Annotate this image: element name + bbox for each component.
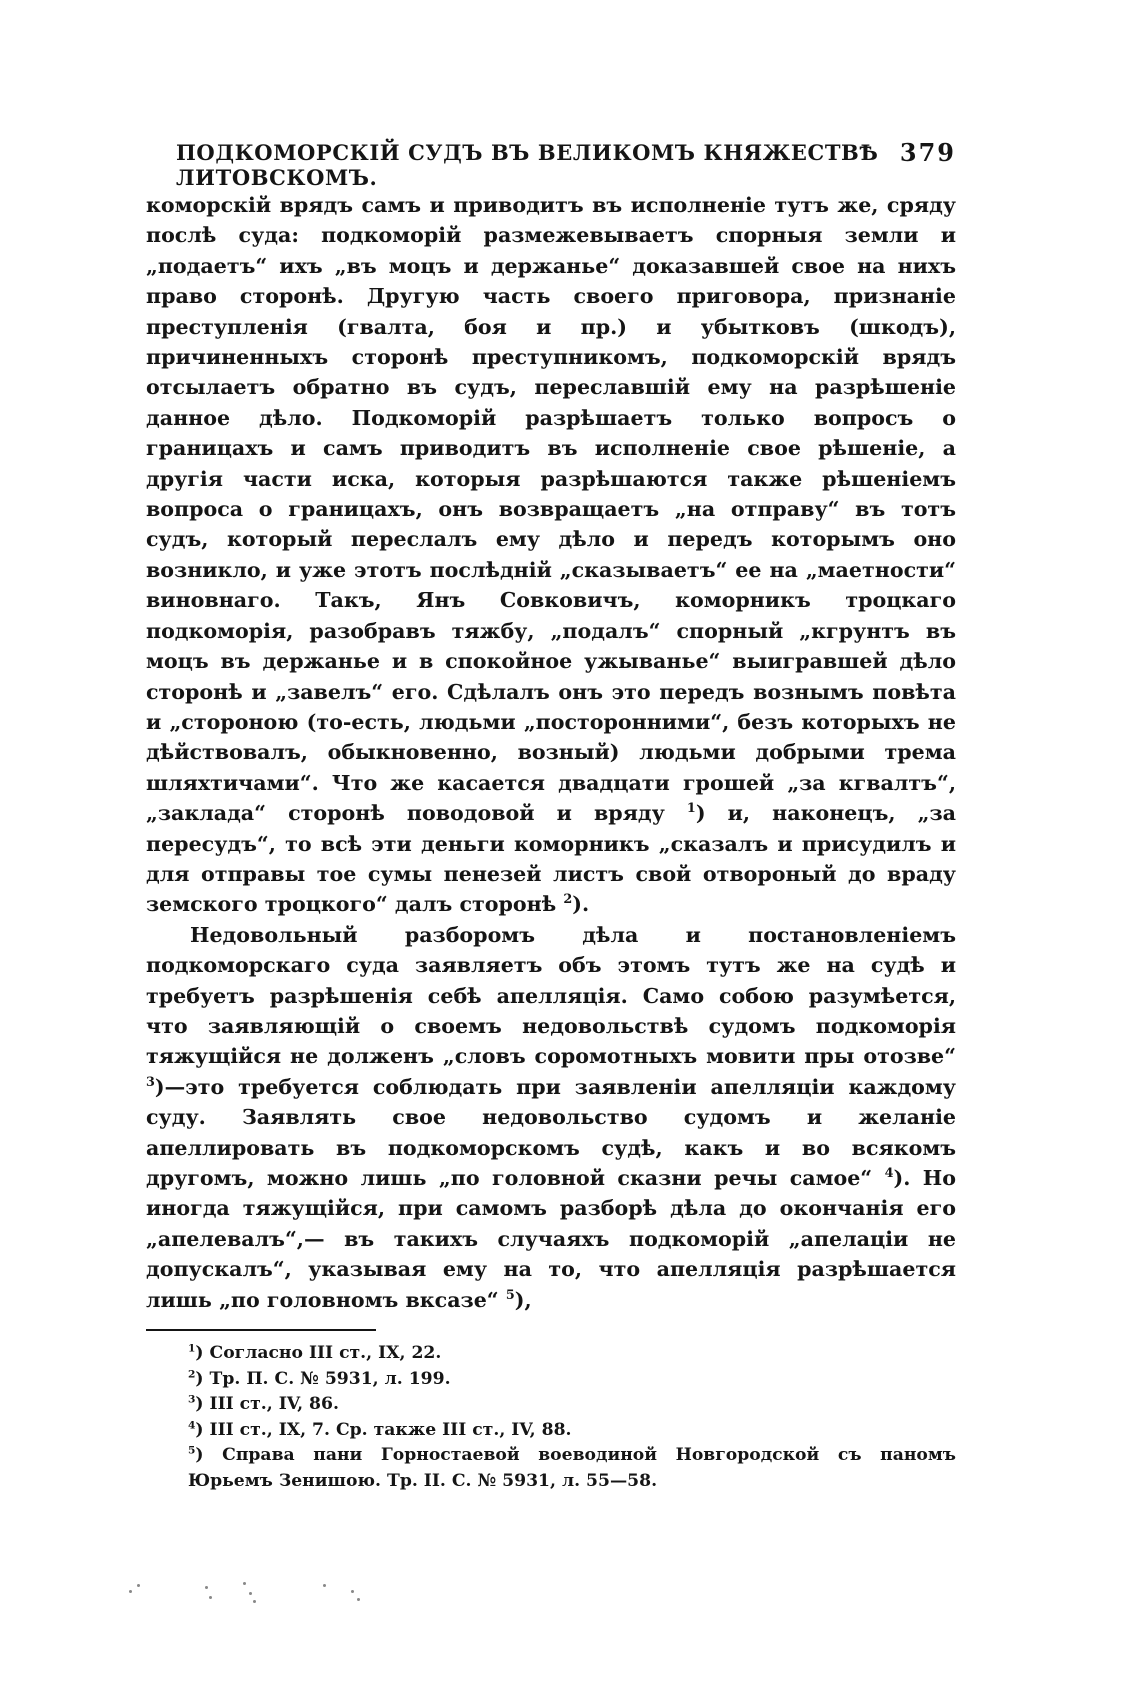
speck xyxy=(137,1584,140,1587)
footnote-2-mark: 2 xyxy=(188,1366,196,1380)
footnote-4-text: ) III ст., IX, 7. Ср. также III ст., IV, 88. xyxy=(195,1419,572,1440)
speck xyxy=(249,1592,252,1595)
main-text xyxy=(146,190,956,1315)
paragraph-1-part-c: ). xyxy=(572,892,590,917)
paragraph-2-part-d: ), xyxy=(514,1287,532,1312)
footnote-ref-2[interactable]: 2 xyxy=(563,892,573,908)
footnote-ref-4[interactable]: 4 xyxy=(884,1166,894,1182)
header-title: ПОДКОМОРСКІЙ СУДЪ ВЪ ВЕЛИКОМЪ КНЯЖЕСТВѢ ЛИТОВСКОМЪ. xyxy=(176,140,879,190)
footnote-3-text: ) III ст., IV, 86. xyxy=(195,1394,339,1415)
speck xyxy=(253,1600,256,1603)
page-number: 379 xyxy=(899,138,956,167)
footnote-separator xyxy=(146,1329,376,1331)
speck xyxy=(129,1590,132,1593)
footnotes xyxy=(146,1341,956,1495)
speck xyxy=(351,1590,354,1593)
paragraph-1-part-a: коморскій врядъ самъ и приводитъ въ исполненіе тутъ же, сряду послѣ суда: подкоморій размежевываетъ спорныя земли и „подаетъ“ ихъ „въ моцъ и держанье“ доказавшей свое на нихъ право сторонѣ. Другую часть своего приговора, признаніе преступленія (гвалта, боя и пр.) и убытковъ (шкодъ), причиненныхъ сторонѣ преступникомъ, подкоморскій врядъ отсылаетъ обратно въ судъ, переславшій ему на разрѣшеніе данное дѣло. Подкоморій разрѣшаетъ только вопросъ о границахъ и самъ приводитъ въ исполненіе свое рѣшеніе, а другія части иска, которыя разрѣшаются также рѣшеніемъ вопроса о границахъ, онъ возвращаетъ „на отправу“ въ тотъ судъ, который переслалъ ему дѣло и передъ которымъ оно возникло, и уже этотъ послѣдній „сказываетъ“ ее на „маетности“ виновнаго. Такъ, Янъ Совковичъ, коморникъ троцкаго подкоморія, разобравъ тяжбу, „подалъ“ спорный „кгрунтъ въ моцъ въ держанье и в спокойное ужыванье“ выигравшей дѣло сторонѣ и „завелъ“ его. Сдѣлалъ онъ это передъ вознымъ повѣта и „стороною (то-есть, людьми „посторонними“, безъ которыхъ не дѣйствовалъ, обыкновенно, возный) людьми добрыми трема шляхтичами“. Что же касается двадцати грошей „за кгвалтъ“, „заклада“ сторонѣ поводовой и вряду xyxy=(146,193,956,826)
speck xyxy=(243,1582,246,1585)
footnote-3 xyxy=(146,1392,956,1418)
speck xyxy=(209,1596,212,1599)
footnote-1-text: ) Согласно III ст., IX, 22. xyxy=(195,1343,442,1364)
scan-specks xyxy=(125,1580,425,1610)
speck xyxy=(357,1598,360,1601)
paragraph-1-part-b: ) и, наконецъ, „за пересудъ“, то всѣ эти деньги коморникъ „сказалъ и присудилъ и для отправы тое сумы пенезей листъ свой отвороный до враду земского троцкого“ далъ сторонѣ xyxy=(146,801,956,917)
speck xyxy=(323,1584,326,1587)
running-header xyxy=(146,138,956,190)
paragraph-2-part-a: Недовольный разборомъ дѣла и постановленіемъ подкоморскаго суда заявляетъ объ этомъ тутъ же на судѣ и требуетъ разрѣшенія себѣ апелляція. Само собою разумѣется, что заявляющій о своемъ недовольствѣ судомъ подкоморія тяжущійся не долженъ „словъ соромотныхъ мовити пры отозве“ xyxy=(146,922,956,1069)
footnote-3-mark: 3 xyxy=(188,1392,196,1406)
paragraph-2 xyxy=(146,920,956,1315)
speck xyxy=(205,1586,208,1589)
footnote-ref-3[interactable]: 3 xyxy=(146,1074,155,1090)
footnote-5-mark: 5 xyxy=(188,1443,196,1457)
footnote-4-mark: 4 xyxy=(188,1418,196,1432)
footnote-2-text: ) Тр. П. С. № 5931, л. 199. xyxy=(195,1368,451,1389)
footnote-1-mark: 1 xyxy=(188,1341,196,1355)
paragraph-1 xyxy=(146,190,956,920)
footnote-1 xyxy=(146,1341,956,1367)
footnote-2 xyxy=(146,1367,956,1393)
paragraph-2-part-c: ). Но иногда тяжущійся, при самомъ разборѣ дѣла до окончанія его „апелевалъ“,— въ такихъ случаяхъ подкоморій „апелаціи не допускалъ“, указывая ему на то, что апелляція разрѣшается лишь „по головномъ вксазе“ xyxy=(146,1166,956,1312)
footnote-ref-1[interactable]: 1 xyxy=(686,801,696,817)
paragraph-2-part-b: )—это требуется соблюдать при заявленіи апелляціи каждому суду. Заявлять свое недовольство судомъ и желаніе апеллировать въ подкоморскомъ судѣ, какъ и во всякомъ другомъ, можно лишь „по головной сказни речы самое“ xyxy=(146,1074,956,1190)
footnote-5 xyxy=(146,1443,956,1494)
footnote-4 xyxy=(146,1418,956,1444)
footnote-5-text: ) Справа пани Горностаевой воеводиной Новгородской съ паномъ Юрьемъ Зенишою. Тр. II. С. № 5931, л. 55—58. xyxy=(188,1445,956,1491)
footnote-ref-5[interactable]: 5 xyxy=(505,1287,515,1303)
document-page xyxy=(146,140,956,1495)
